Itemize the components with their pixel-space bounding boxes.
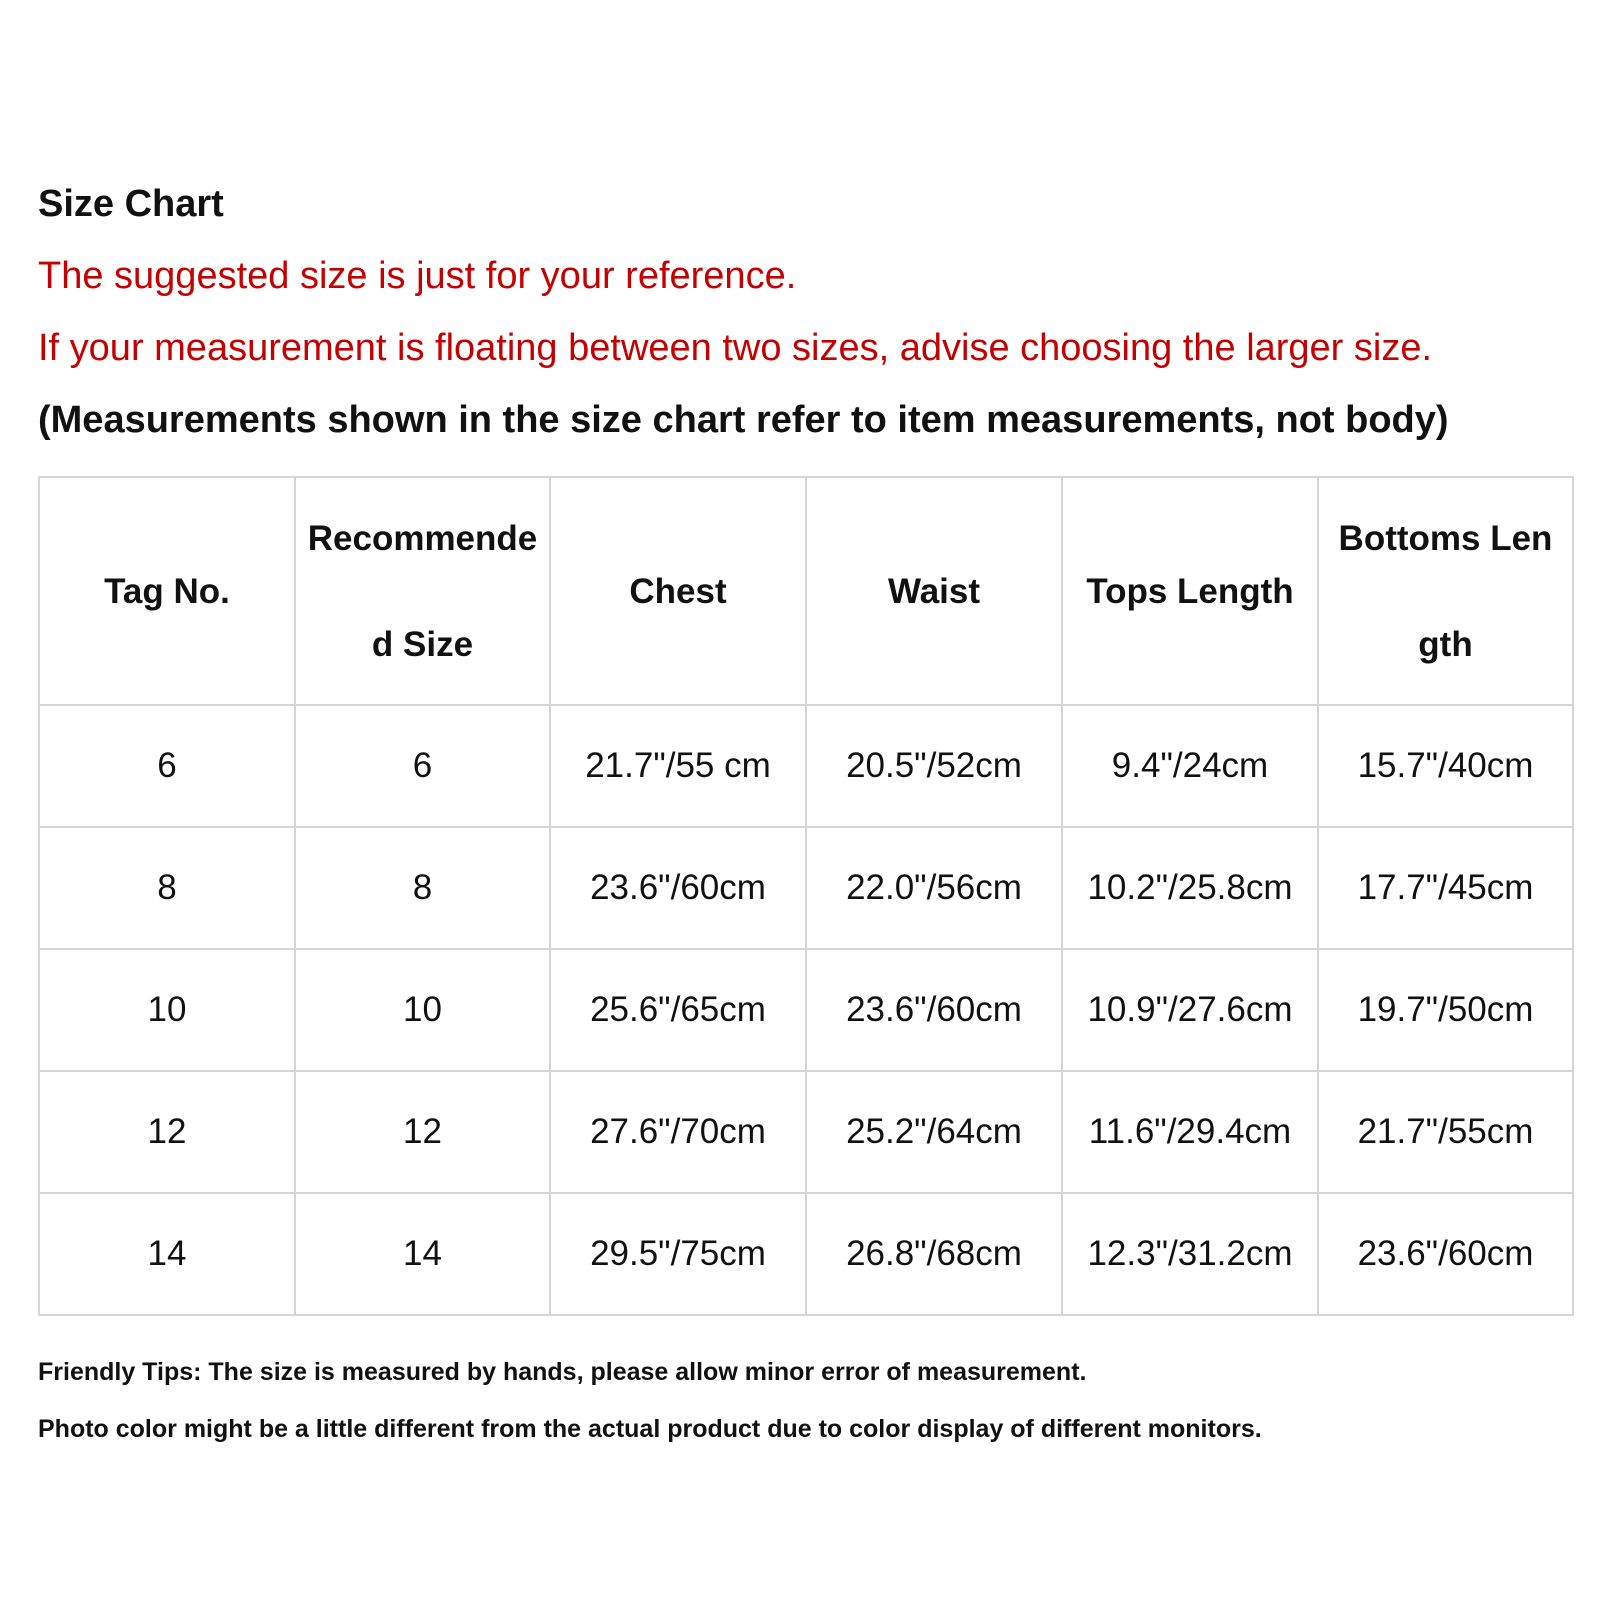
table-row (39, 1071, 1573, 1193)
cell-waist: 22.0"/56cm (806, 827, 1062, 949)
cell-tag-no: 12 (39, 1071, 295, 1193)
cell-tops-length: 11.6"/29.4cm (1062, 1071, 1318, 1193)
cell-tops-length: 10.9"/27.6cm (1062, 949, 1318, 1071)
photo-color-note: Photo color might be a little different from the actual product due to color display of different monitors. (38, 1415, 1262, 1443)
cell-recommended-size: 14 (295, 1193, 550, 1315)
table-row (39, 827, 1573, 949)
cell-chest: 21.7"/55 cm (550, 705, 806, 827)
cell-tag-no: 6 (39, 705, 295, 827)
cell-bottoms-length: 15.7"/40cm (1318, 705, 1573, 827)
cell-tops-length: 10.2"/25.8cm (1062, 827, 1318, 949)
cell-waist: 23.6"/60cm (806, 949, 1062, 1071)
cell-tag-no: 10 (39, 949, 295, 1071)
cell-waist: 25.2"/64cm (806, 1071, 1062, 1193)
table-row (39, 705, 1573, 827)
cell-tops-length: 12.3"/31.2cm (1062, 1193, 1318, 1315)
column-header-recommended-size: Recommende d Size (295, 477, 550, 705)
column-header-waist: Waist (806, 477, 1062, 705)
cell-waist: 26.8"/68cm (806, 1193, 1062, 1315)
measurement-note: (Measurements shown in the size chart refer to item measurements, not body) (38, 399, 1449, 441)
cell-bottoms-length: 23.6"/60cm (1318, 1193, 1573, 1315)
cell-recommended-size: 8 (295, 827, 550, 949)
cell-chest: 23.6"/60cm (550, 827, 806, 949)
cell-tag-no: 8 (39, 827, 295, 949)
cell-bottoms-length: 17.7"/45cm (1318, 827, 1573, 949)
cell-recommended-size: 12 (295, 1071, 550, 1193)
cell-bottoms-length: 21.7"/55cm (1318, 1071, 1573, 1193)
cell-waist: 20.5"/52cm (806, 705, 1062, 827)
column-header-tops-length: Tops Length (1062, 477, 1318, 705)
cell-chest: 25.6"/65cm (550, 949, 806, 1071)
cell-tops-length: 9.4"/24cm (1062, 705, 1318, 827)
size-advice-note: If your measurement is floating between two sizes, advise choosing the larger size. (38, 327, 1433, 369)
column-header-tag-no: Tag No. (39, 477, 295, 705)
cell-chest: 27.6"/70cm (550, 1071, 806, 1193)
table-row (39, 949, 1573, 1071)
column-header-chest: Chest (550, 477, 806, 705)
cell-recommended-size: 10 (295, 949, 550, 1071)
cell-recommended-size: 6 (295, 705, 550, 827)
size-table (38, 476, 1574, 1316)
table-row (39, 1193, 1573, 1315)
cell-chest: 29.5"/75cm (550, 1193, 806, 1315)
friendly-tip: Friendly Tips: The size is measured by hands, please allow minor error of measurement. (38, 1358, 1087, 1386)
table-header-row (39, 477, 1573, 705)
reference-note: The suggested size is just for your reference. (38, 255, 797, 297)
column-header-bottoms-length: Bottoms Len gth (1318, 477, 1573, 705)
page-title: Size Chart (38, 183, 224, 225)
cell-tag-no: 14 (39, 1193, 295, 1315)
cell-bottoms-length: 19.7"/50cm (1318, 949, 1573, 1071)
